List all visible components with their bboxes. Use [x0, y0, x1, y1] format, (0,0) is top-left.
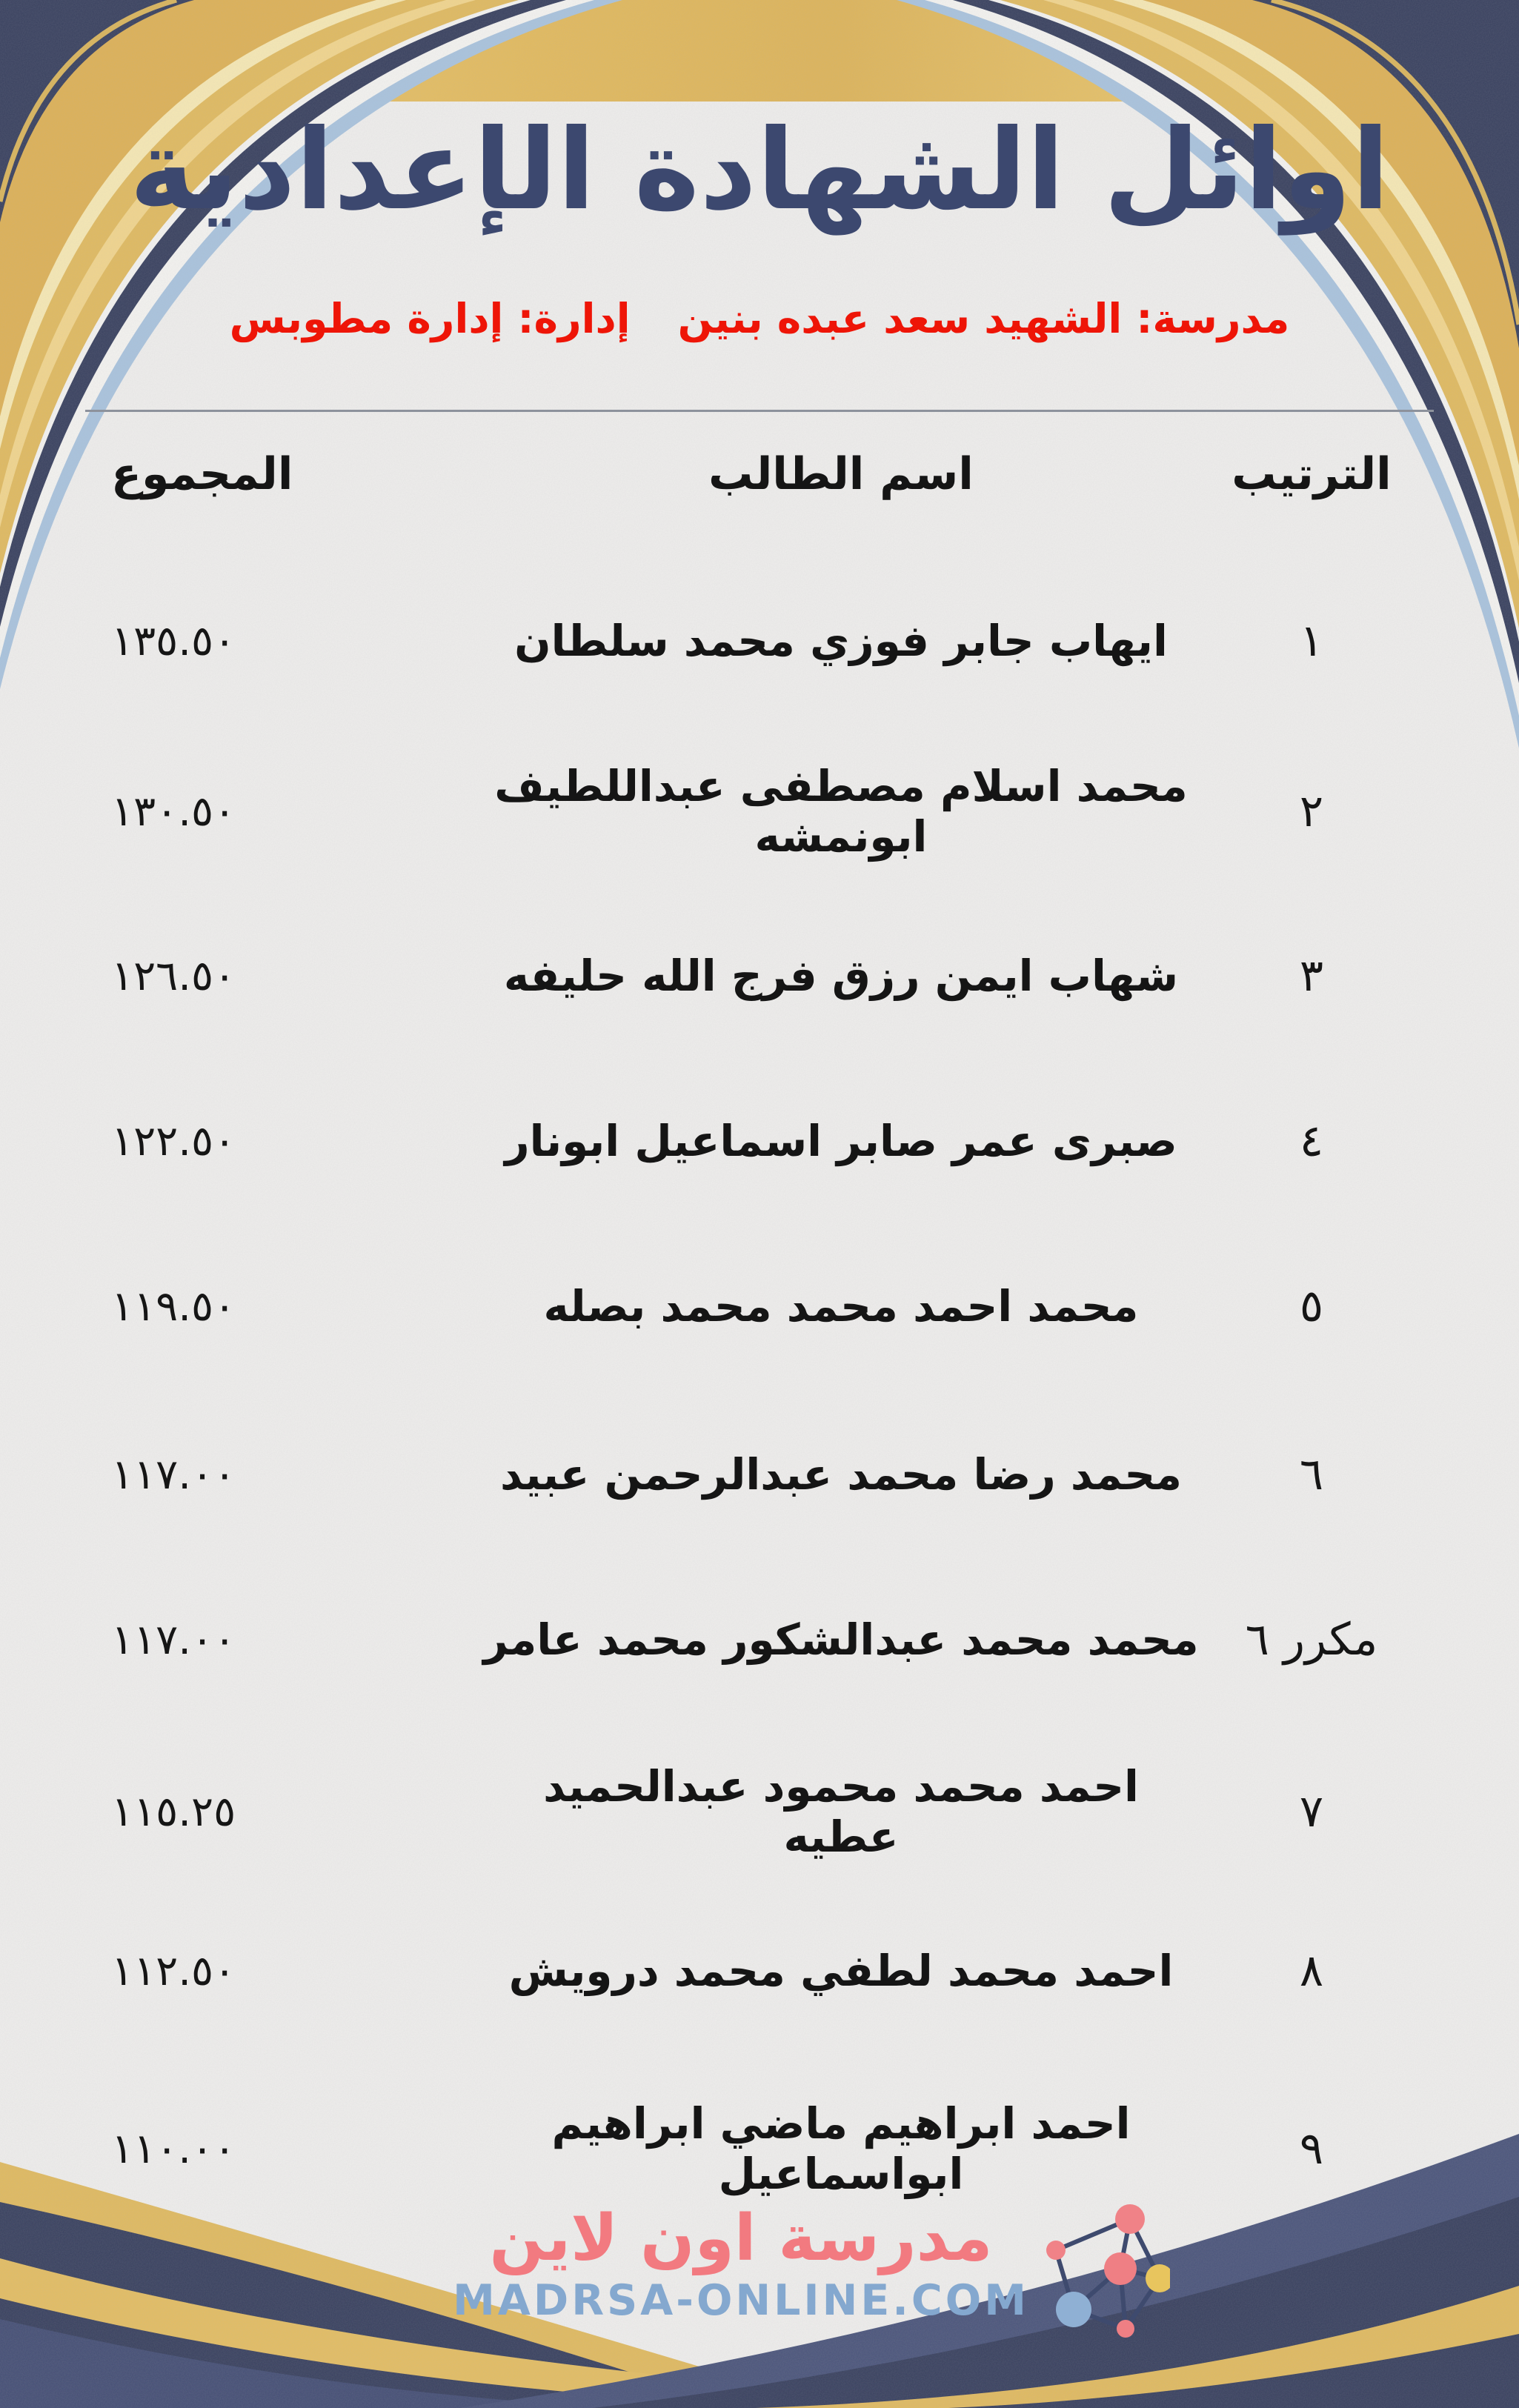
administration-name-text: إدارة: إدارة مطوبس [229, 295, 631, 342]
rank-column-header: الترتيب [1232, 448, 1392, 500]
table-row [111, 1595, 1423, 1684]
total-cell: ١٢٦.٥٠ [111, 951, 236, 1000]
table-row [111, 1097, 1423, 1185]
total-cell: ١١٠.٠٠ [111, 2124, 236, 2173]
page-title: اوائل الشهادة الإعدادية [129, 106, 1390, 235]
table-row [111, 596, 1423, 685]
name-cell: محمد رضا محمد عبدالرحمن عبيد [499, 1449, 1183, 1500]
table-row [111, 1926, 1423, 2015]
rank-cell: ٤ [1299, 1115, 1324, 1167]
total-cell: ١١٥.٢٥ [111, 1787, 236, 1836]
total-cell: ١١٩.٥٠ [111, 1282, 236, 1331]
name-cell: احمد محمد محمود عبدالحميد عطيه [543, 1761, 1139, 1862]
name-cell: محمد احمد محمد محمد بصله [543, 1281, 1139, 1331]
rank-cell: مكرر ٦ [1245, 1614, 1378, 1666]
total-cell: ١٢٢.٥٠ [111, 1117, 236, 1165]
school-administration-line [0, 295, 1519, 342]
brand-watermark [104, 2191, 1519, 2338]
name-cell: احمد محمد لطفي محمد درويش [508, 1946, 1174, 1996]
total-cell: ١٣٠.٥٠ [111, 787, 236, 836]
name-cell: شهاب ايمن رزق فرج الله حليفه [503, 951, 1179, 1001]
name-cell: محمد محمد عبدالشكور محمد عامر [483, 1614, 1199, 1665]
name-cell: محمد اسلام مصطفى عبداللطيف ابونمشه [494, 761, 1188, 862]
rank-cell: ١ [1299, 615, 1324, 667]
total-column-header: المجموع [111, 448, 293, 500]
table-row [111, 2098, 1423, 2199]
name-cell: احمد ابراهيم ماضي ابراهيم ابواسماعيل [551, 2098, 1131, 2199]
table-row [111, 1761, 1423, 1862]
table-row [111, 931, 1423, 1020]
rank-cell: ٢ [1299, 785, 1324, 837]
table-row [111, 761, 1423, 862]
brand-domain-text: MADRSA-ONLINE.COM [453, 2276, 1029, 2326]
total-cell: ١٣٥.٥٠ [111, 616, 236, 665]
header-separator-line [85, 410, 1434, 412]
name-cell: صبرى عمر صابر اسماعيل ابونار [505, 1116, 1177, 1166]
total-cell: ١١٧.٠٠ [111, 1615, 236, 1664]
brand-text-block [453, 2201, 1029, 2326]
name-column-header: اسم الطالب [708, 448, 974, 500]
brand-arabic-name: مدرسة اون لاين [489, 2201, 993, 2275]
rank-cell: ٩ [1299, 2123, 1324, 2175]
rank-cell: ٣ [1299, 950, 1324, 1002]
school-name-text: مدرسة: الشهيد سعد عبده بنين [677, 295, 1290, 342]
total-cell: ١١٢.٥٠ [111, 1946, 236, 1995]
rank-cell: ٦ [1299, 1449, 1324, 1500]
rank-cell: ٧ [1299, 1786, 1324, 1837]
table-header-row [111, 430, 1423, 519]
network-graph-icon [1043, 2191, 1170, 2338]
total-cell: ١١٧.٠٠ [111, 1450, 236, 1499]
table-row [111, 1262, 1423, 1351]
name-cell: ايهاب جابر فوزي محمد سلطان [514, 616, 1168, 666]
rank-cell: ٨ [1299, 1945, 1324, 1997]
table-row [111, 1430, 1423, 1519]
rank-cell: ٥ [1299, 1280, 1324, 1332]
